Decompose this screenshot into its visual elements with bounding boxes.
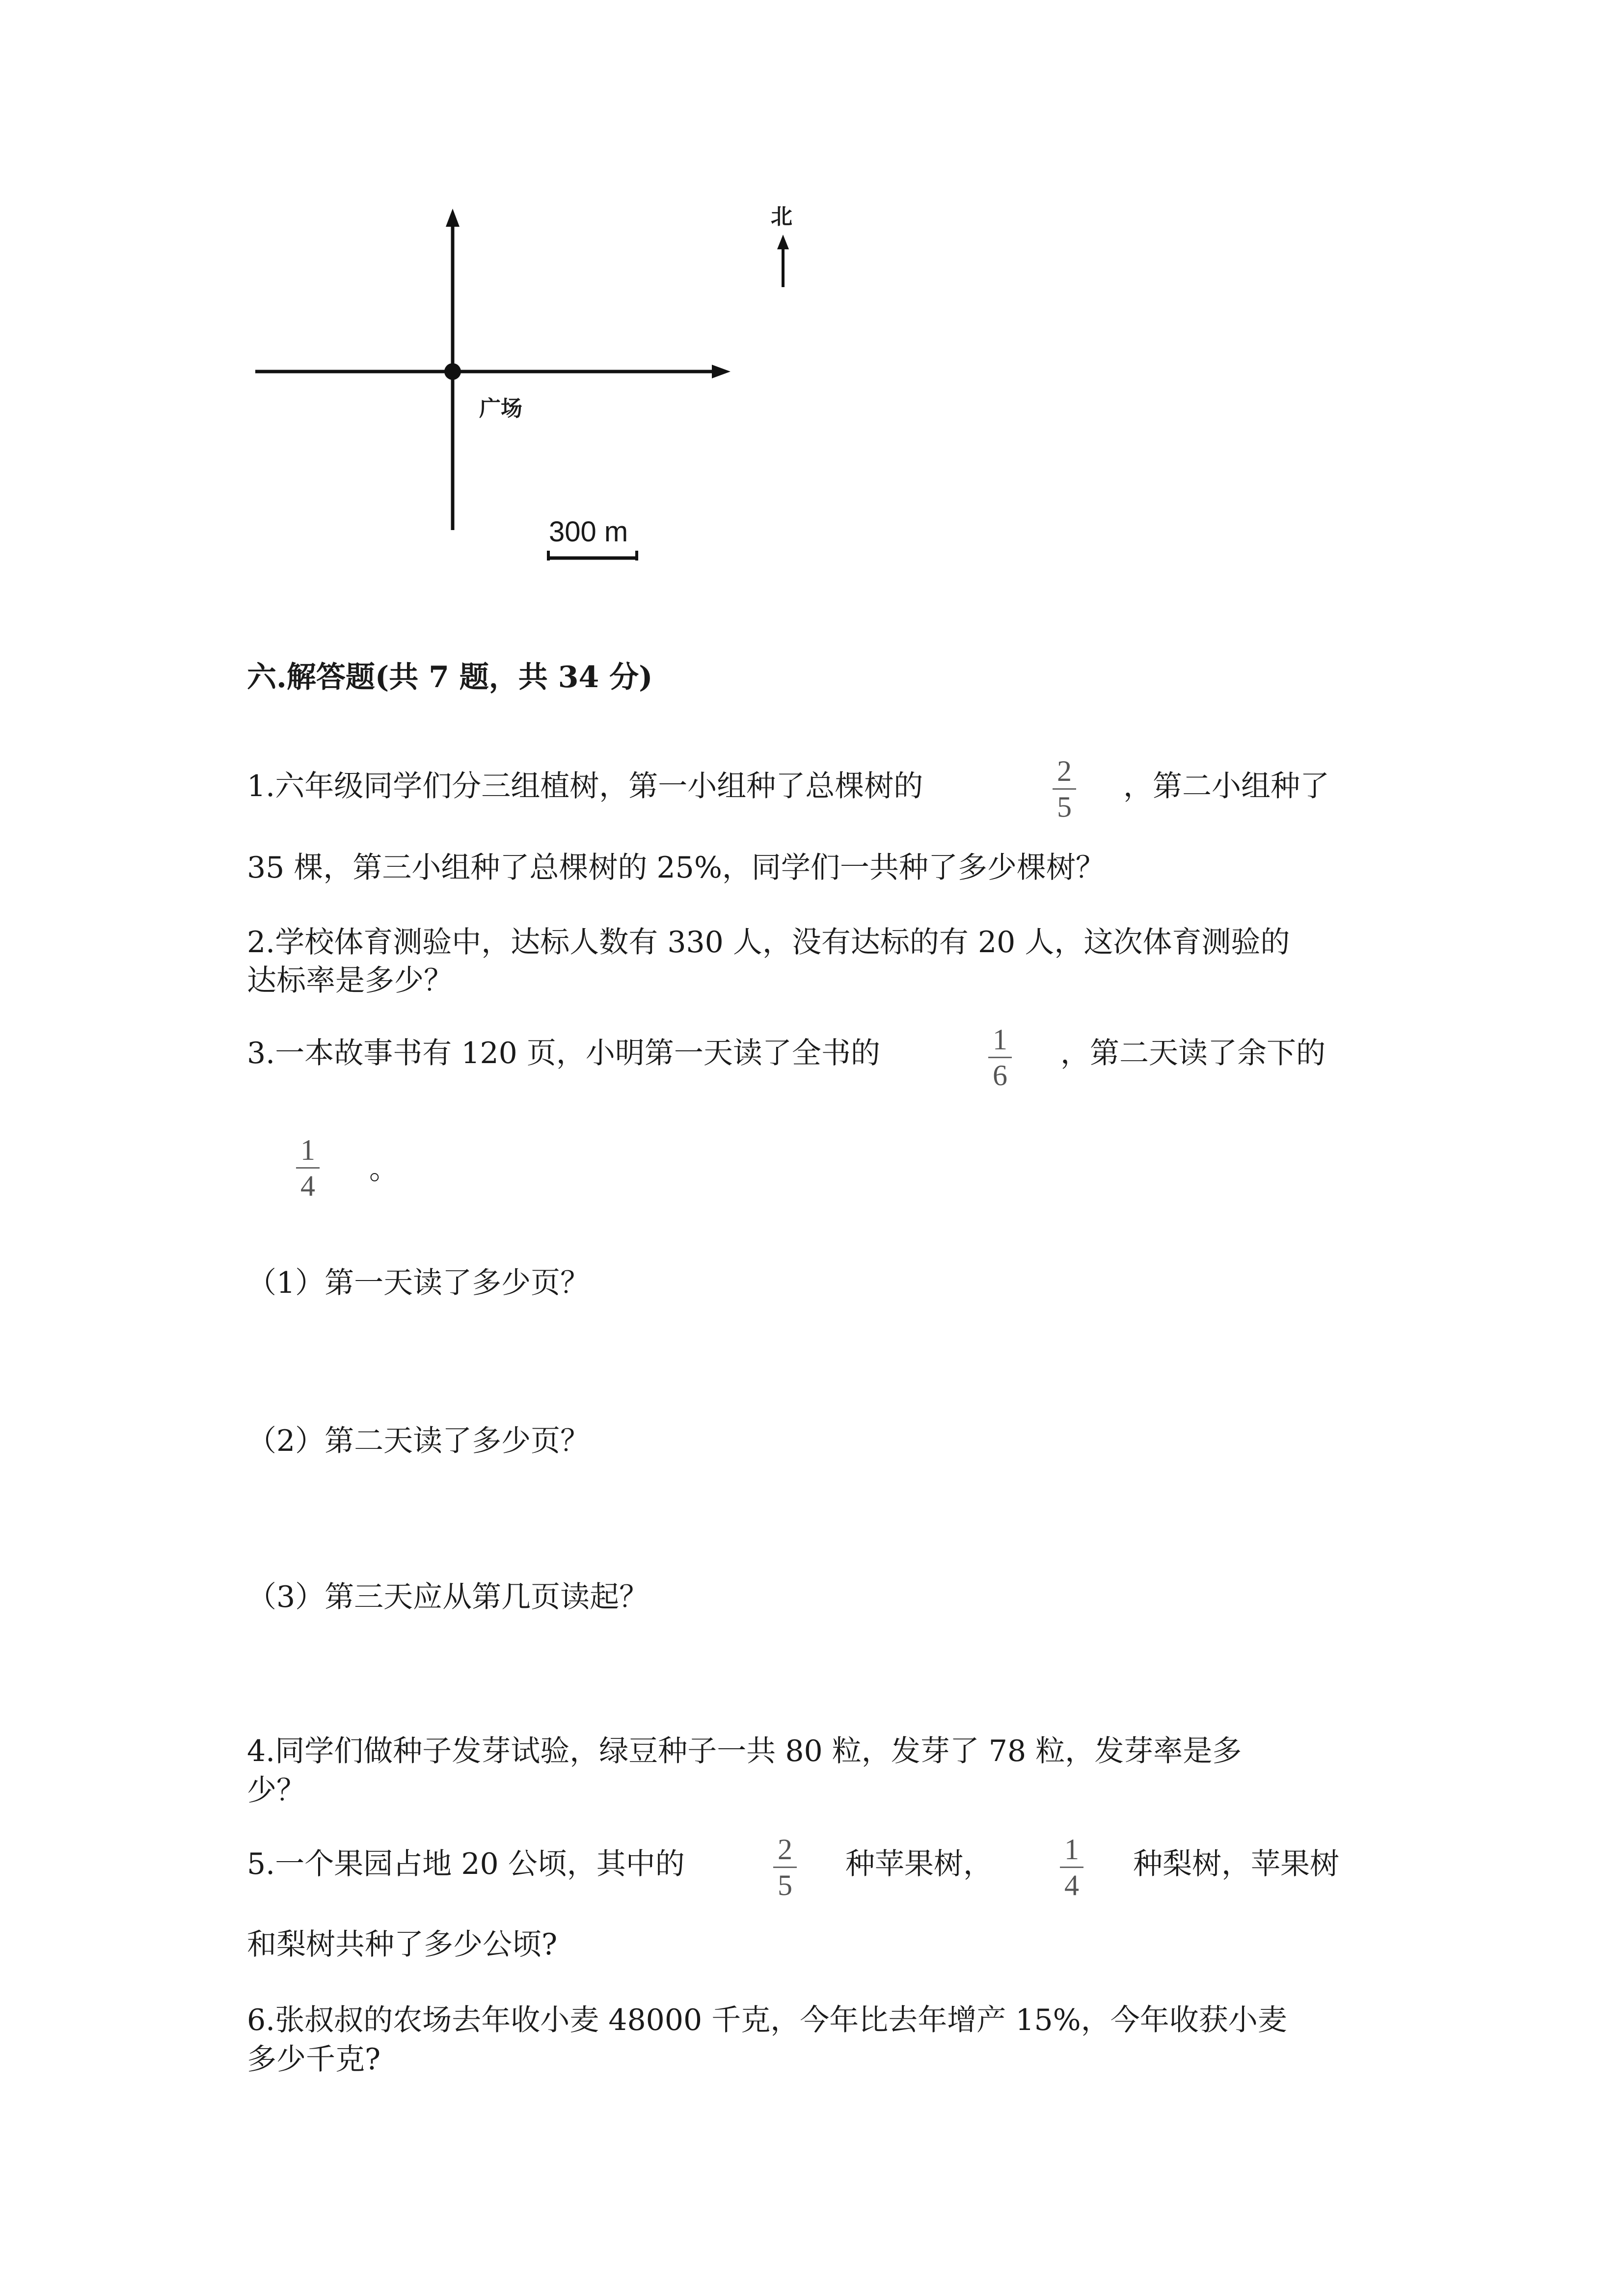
q5-text: 5.一个果园占地 20 公顷，其中的	[247, 1847, 685, 1881]
map-diagram	[0, 0, 835, 589]
north-arrow-icon	[777, 235, 789, 287]
q2-text: 2.学校体育测验中，达标人数有 330 人，没有达标的有 20 人，这次体育测验的	[247, 925, 1290, 960]
q6-text-line2: 多少千克?	[247, 2042, 381, 2077]
q5-fraction-2: 1 4	[1057, 1833, 1086, 1901]
q3-text: 3.一本故事书有 120 页，小明第一天读了全书的	[247, 1036, 880, 1070]
q1-text-cont: ，第二小组种了	[1123, 769, 1329, 803]
q5-text-line2: 和梨树共种了多少公顷?	[247, 1927, 558, 1962]
square-point	[444, 363, 461, 380]
q1-text-line2: 35 棵，第三小组种了总棵树的 25%，同学们一共种了多少棵树？	[247, 851, 1105, 885]
q3-period: 。	[369, 1152, 399, 1186]
q6-text: 6.张叔叔的农场去年收小麦 48000 千克，今年比去年增产 15%，今年收获小麦	[247, 2003, 1287, 2037]
q3-text-cont: ，第二天读了余下的	[1060, 1036, 1326, 1070]
q3-subquestion-3: （3）第三天应从第几页读起？	[247, 1580, 649, 1614]
q3-fraction-2: 1 4	[293, 1134, 323, 1202]
q5-text-cont-2: 种梨树，苹果树	[1133, 1847, 1339, 1881]
q3-subquestion-2: （2）第二天读了多少页？	[247, 1424, 590, 1458]
north-label: 北	[771, 205, 792, 229]
q5-fraction-1: 2 5	[770, 1833, 800, 1901]
q1-fraction: 2 5	[1050, 755, 1079, 823]
q4-text-line2: 少？	[247, 1773, 306, 1808]
q4-text: 4.同学们做种子发芽试验，绿豆种子一共 80 粒，发芽了 78 粒，发芽率是多	[247, 1734, 1242, 1768]
q1-text: 1.六年级同学们分三组植树，第一小组种了总棵树的	[247, 769, 923, 803]
q2-text-line2: 达标率是多少？	[247, 963, 453, 998]
east-axis	[255, 365, 731, 378]
q3-subquestion-1: （1）第一天读了多少页？	[247, 1266, 590, 1300]
square-label: 广场	[479, 397, 522, 421]
q3-fraction-1: 1 6	[985, 1023, 1015, 1092]
scale-bar	[548, 551, 637, 561]
q5-text-cont: 种苹果树，	[845, 1847, 993, 1881]
section-heading: 六.解答题(共 7 题，共 34 分)	[247, 660, 653, 694]
scale-label: 300 m	[549, 516, 628, 548]
